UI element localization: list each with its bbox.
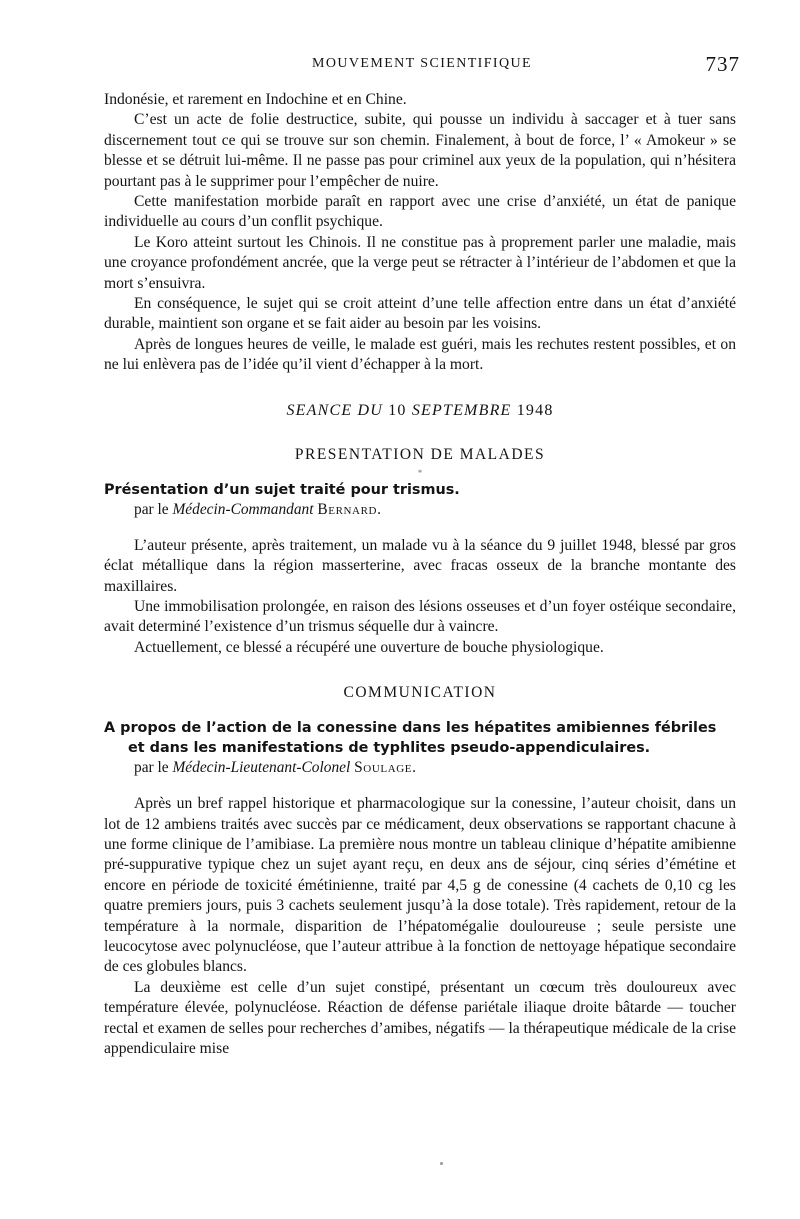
paragraph: C’est un acte de folie destructice, subite, qui pousse un individu à saccager et à tuer sans discernement tout ce qui se trouve sur son chemin. Finalement, à bout de force, l’ « Amokeur » se blesse et se détruit lui-même. Il ne passe pas pour criminel aux yeux de la population, qui n’hésitera pourtant pas à le supprimer pour l’empêcher de nuire.: [104, 111, 736, 190]
section-heading-presentation: PRESENTATION DE MALADES: [294, 445, 546, 463]
print-speck: [440, 1162, 443, 1165]
paragraph: Une immobilisation prolongée, en raison des lésions osseuses et d’un foyer ostéique secondaire, avait determiné l’existence d’un trismus séquelle dur à vaincre.: [104, 597, 736, 636]
byline-surname: Bernard.: [317, 500, 382, 518]
byline-surname: Soulage.: [354, 759, 417, 777]
page-number: 737: [705, 52, 740, 76]
paragraph: Après un bref rappel historique et pharmacologique sur la conessine, l’auteur choisit, dans un lot de 12 ambiens traités avec succès par ce médicament, deux observations se rapportant chacune à une forme clinique de l’amibiase. La première nous montre un tableau clinique d’hépatite amibienne pré-suppurative typique chez un sujet ayant reçu, en deux ans de séjour, cinq séries d’émétine et encore en période de toxicité émétinienne, traité par 4,5 g de conessine (4 cachets de 0,10 cg les quatre premiers jours, puis 3 cachets seulement jusqu’à la dose totale). Très rapidement, retour de la température à la normale, disparition de l’hépatomégalie douloureuse ; seule persiste une leucocytose avec polynucléose, que l’auteur attribue à la fonction de nettoyage hépatique secondaire de ces globules blancs.: [104, 795, 736, 976]
session-heading: [104, 402, 736, 424]
paragraph: Cette manifestation morbide paraît en rapport avec une crise d’anxiété, un état de panique individuelle au cours d’un conflit psychique.: [104, 193, 736, 231]
article-title-trismus: Présentation d’un sujet traité pour trismus.: [104, 481, 460, 498]
paragraph: Indonésie, et rarement en Indochine et en Chine.: [104, 91, 407, 108]
paragraph: L’auteur présente, après traitement, un malade vu à la séance du 9 juillet 1948, blessé par gros éclat métallique dans la région masserterine, avec fracas osseux de la branche montante des maxillaires.: [104, 536, 736, 595]
byline-rank: Médecin-Lieutenant-Colonel: [172, 759, 351, 777]
session-month: SEPTEMBRE: [411, 401, 512, 419]
byline-rank: Médecin-Commandant: [172, 500, 314, 518]
session-year: 1948: [516, 401, 554, 419]
section-heading-communication: COMMUNICATION: [343, 684, 497, 702]
article-byline: [104, 500, 736, 520]
running-title: MOUVEMENT SCIENTIFIQUE: [312, 56, 532, 71]
article-title-conessine: A propos de l’action de la conessine dans les hépatites amibiennes fébriles et dans les manifestations de typhlites pseudo-appendiculaires.: [104, 720, 717, 757]
paragraph: La deuxième est celle d’un sujet constipé, présentant un cœcum très douloureux avec température élevée, polynucléose. Réaction de défense pariétale iliaque droite bâtarde — toucher rectal et examen de selles pour recherches d’amibes, négatifs — la thérapeutique médicale de la crise appendiculaire mise: [104, 978, 736, 1057]
paragraph: En conséquence, le sujet qui se croit atteint d’une telle affection entre dans un état d’anxiété durable, maintient son organe et se fait aider au besoin par les voisins.: [104, 295, 736, 333]
paragraph: Le Koro atteint surtout les Chinois. Il ne constitue pas à proprement parler une maladie, mais une croyance profondément ancrée, que la verge peut se rétracter à l’intérieur de l’abdomen et que la mort s’ensuivra.: [104, 233, 736, 292]
paragraph: Actuellement, ce blessé a récupéré une ouverture de bouche physiologique.: [134, 638, 604, 656]
ornament-star: *: [417, 467, 423, 478]
page-header: [104, 52, 740, 78]
article-byline: [104, 758, 736, 778]
byline-par: par le: [134, 500, 169, 518]
byline-par: par le: [134, 759, 169, 777]
paragraph: Après de longues heures de veille, le malade est guéri, mais les rechutes restent possibles, et on ne lui enlèvera pas de l’idée qu’il vient d’échapper à la mort.: [104, 335, 736, 374]
session-prefix: SEANCE DU: [286, 401, 384, 419]
session-day: 10: [388, 401, 407, 419]
page-body: [104, 90, 736, 1059]
